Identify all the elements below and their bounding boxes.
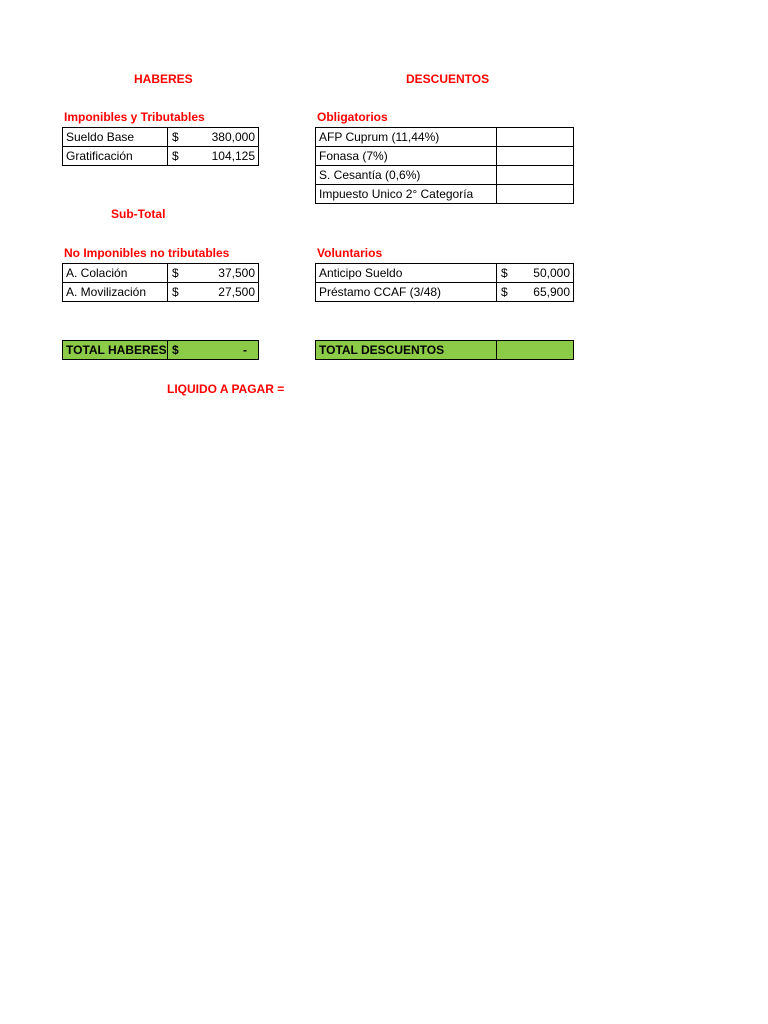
table-row [316,128,574,147]
table-row [316,264,574,283]
imponibles-title: Imponibles y Tributables [64,110,205,124]
row-label: Sueldo Base [63,128,168,147]
liquido-a-pagar-label: LIQUIDO A PAGAR = [167,382,285,396]
row-label: A. Colación [63,264,168,283]
table-row [63,147,259,166]
subtotal-label: Sub-Total [111,207,166,221]
row-label: Gratificación [63,147,168,166]
amount-value: 27,500 [218,285,255,299]
table-row [316,283,574,302]
no-imponibles-table [62,263,259,302]
table-row [316,185,574,204]
total-haberes-table [62,340,259,360]
row-label: Anticipo Sueldo [316,264,497,283]
amount-value: 65,900 [533,285,570,299]
row-label: Impuesto Unico 2° Categoría [316,185,497,204]
currency-symbol: $ [172,343,179,357]
obligatorios-title: Obligatorios [317,110,388,124]
amount-cell [168,341,259,360]
table-row [316,147,574,166]
amount-value: 104,125 [211,149,255,163]
currency-symbol: $ [172,149,179,163]
amount-cell [497,128,574,147]
currency-symbol: $ [172,266,179,280]
total-descuentos-label: TOTAL DESCUENTOS [316,341,497,360]
total-descuentos-table [315,340,574,360]
haberes-heading: HABERES [134,72,193,86]
descuentos-heading: DESCUENTOS [406,72,490,86]
row-label: AFP Cuprum (11,44%) [316,128,497,147]
table-row [316,166,574,185]
table-row [63,341,259,360]
obligatorios-table [315,127,574,204]
amount-cell [168,264,259,283]
table-row [316,341,574,360]
amount-cell [168,128,259,147]
amount-value: 50,000 [533,266,570,280]
total-haberes-label: TOTAL HABERES [63,341,168,360]
currency-symbol: $ [172,285,179,299]
row-label: Préstamo CCAF (3/48) [316,283,497,302]
amount-cell [497,166,574,185]
currency-symbol: $ [501,266,508,280]
total-descuentos-value [497,341,574,360]
table-row [63,283,259,302]
amount-cell [168,283,259,302]
amount-value: 380,000 [211,130,255,144]
amount-cell [497,147,574,166]
row-label: S. Cesantía (0,6%) [316,166,497,185]
amount-cell [497,264,574,283]
row-label: A. Movilización [63,283,168,302]
no-imponibles-title: No Imponibles no tributables [64,246,230,260]
amount-cell [497,185,574,204]
amount-value: 37,500 [218,266,255,280]
amount-cell [168,147,259,166]
currency-symbol: $ [172,130,179,144]
table-row [63,128,259,147]
amount-cell [497,283,574,302]
total-haberes-value: - [243,343,247,357]
voluntarios-table [315,263,574,302]
imponibles-table [62,127,259,166]
voluntarios-title: Voluntarios [317,246,383,260]
table-row [63,264,259,283]
currency-symbol: $ [501,285,508,299]
row-label: Fonasa (7%) [316,147,497,166]
